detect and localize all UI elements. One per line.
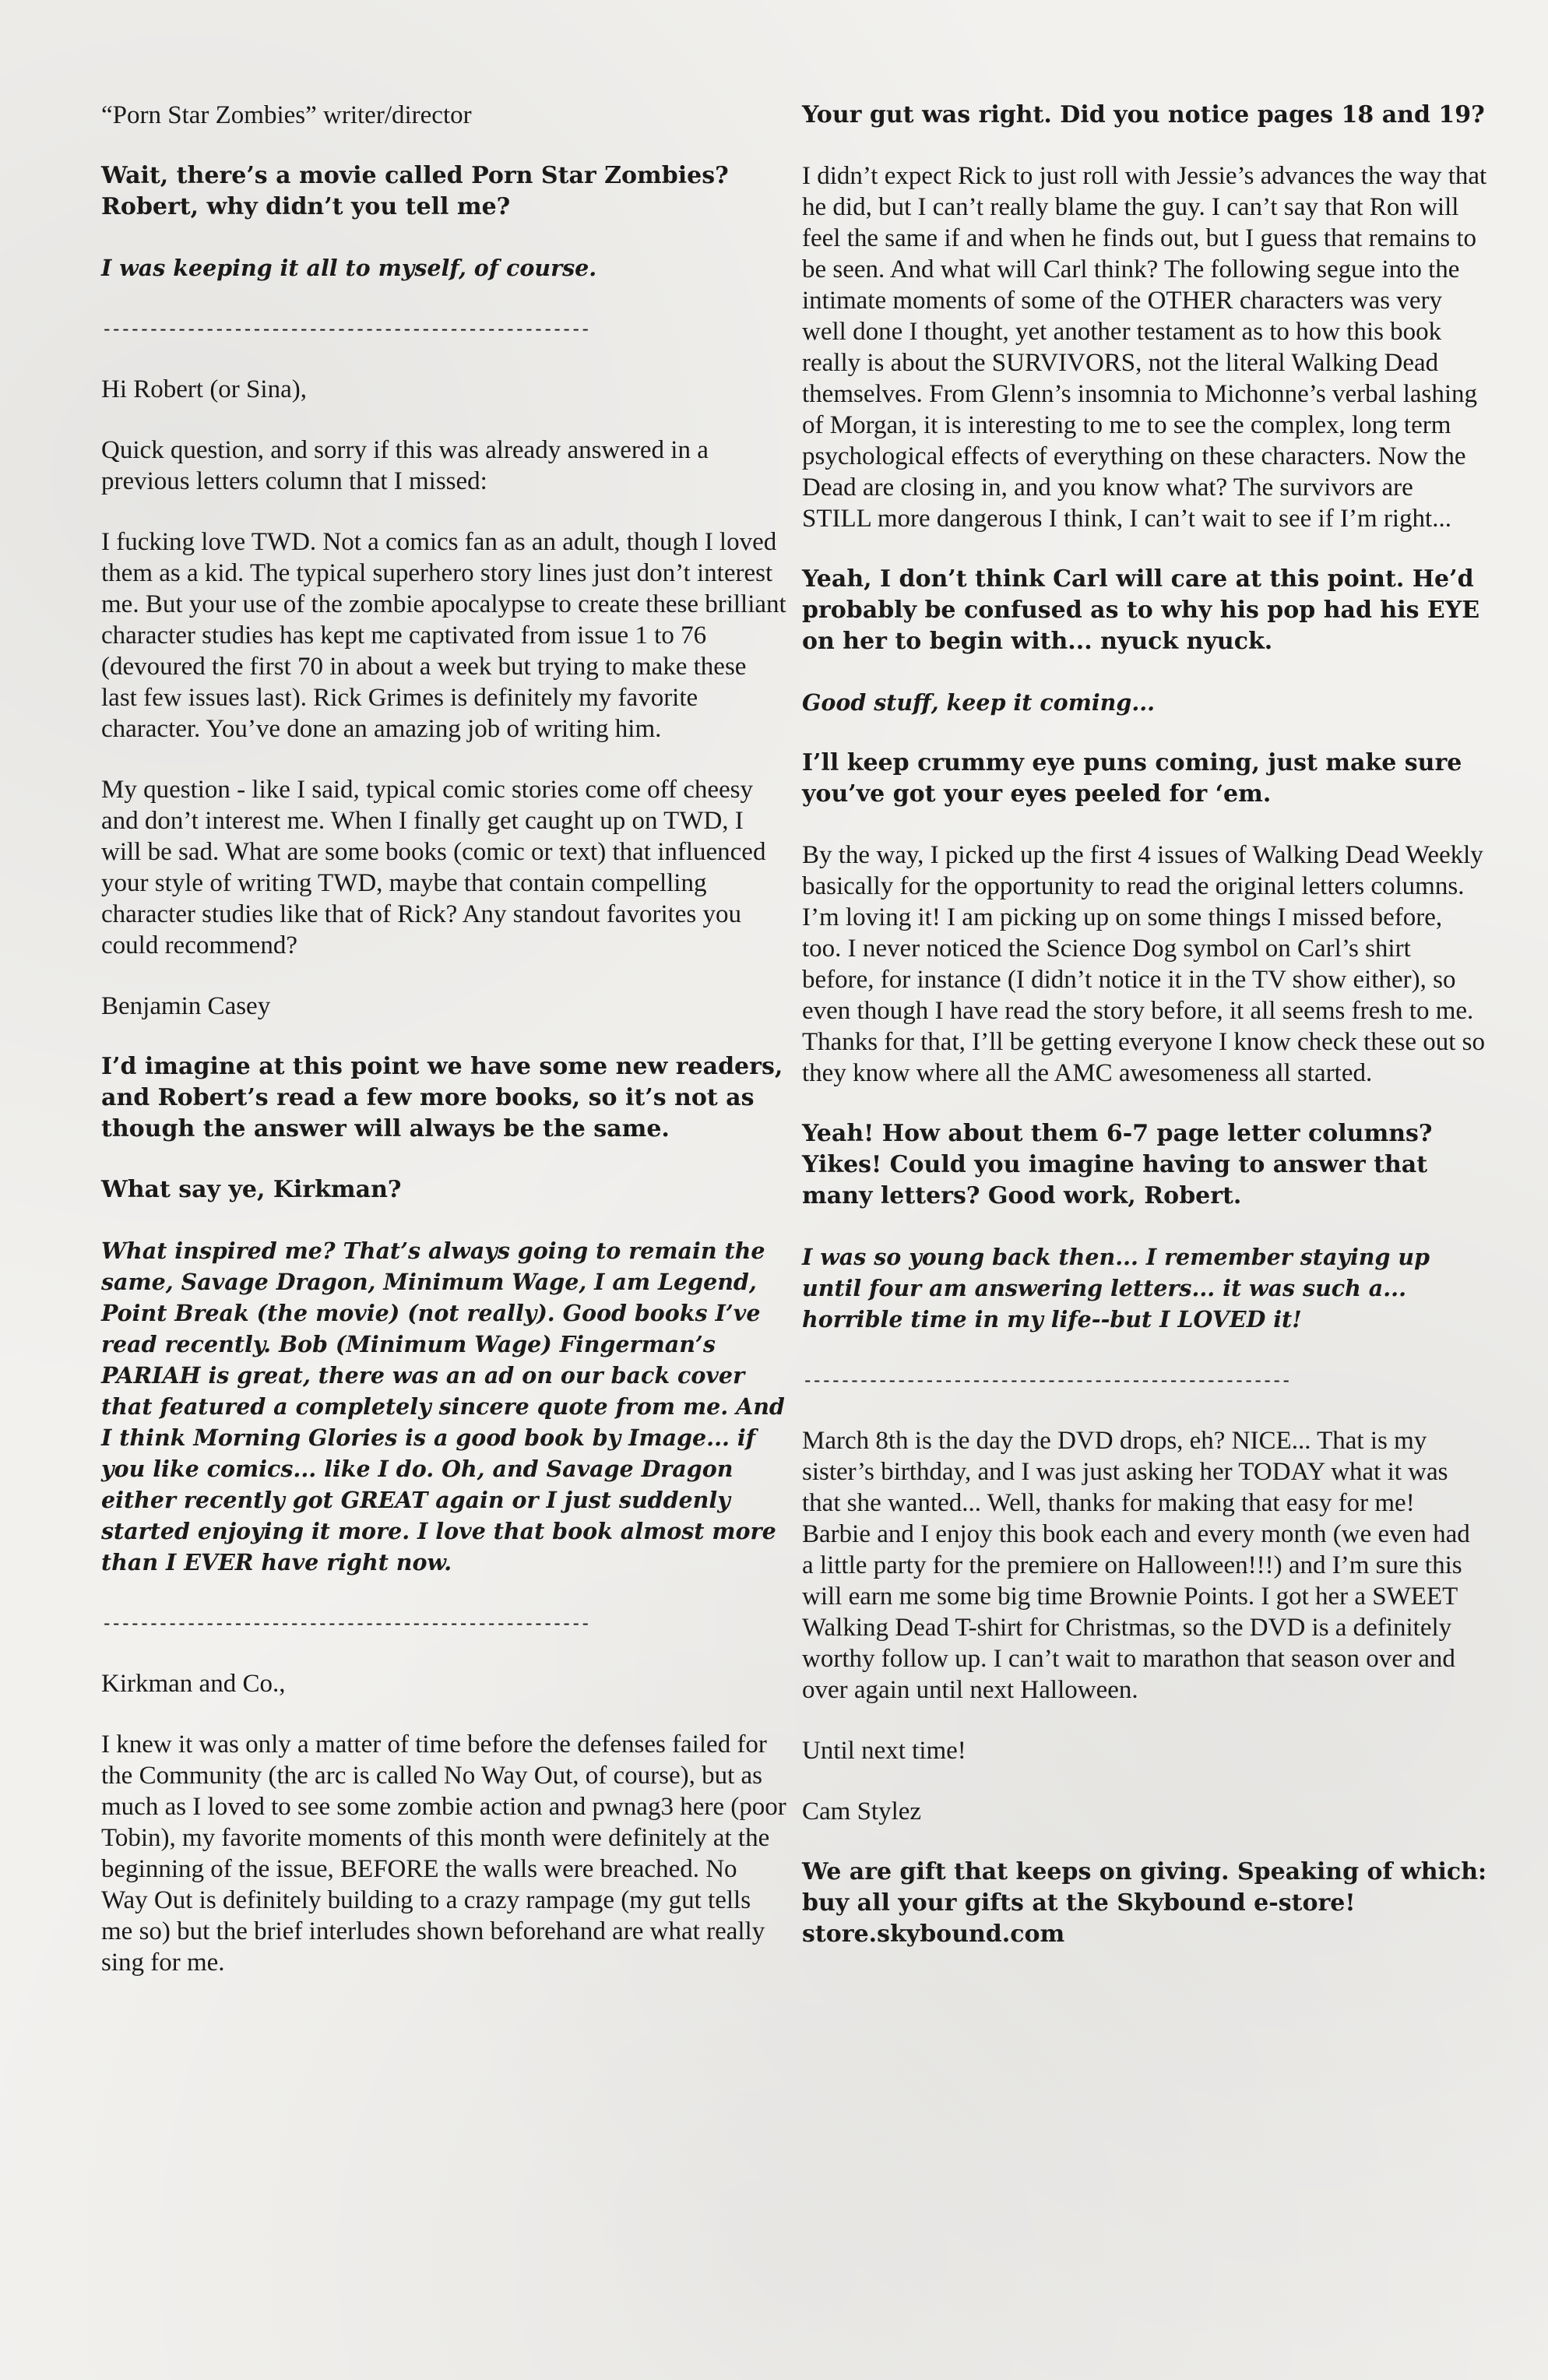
editor-response: What say ye, Kirkman? [101,1176,402,1203]
kirkman-response: What inspired me? That’s always going to remain the same, Savage Dragon, Minimum Wage, I am Legend, Point Break (the movie) (not really). Good books I’ve read recently. Bob (Minimum Wage) Fingerman’s PARIAH is great, there was an ad on our back cover that featured a completely sincere quote from me. And I think Morning Glories is a good book by Image... if you like comics... like I do. Oh, and Savage Dragon either recently got GREAT again or I just suddenly started enjoying it more. I love that book almost more than I EVER have right now. [101,1238,785,1576]
section-divider: ---------------------------------------------------- [101,1612,589,1634]
letter-paragraph: My question - like I said, typical comic stories come off cheesy and don’t interest me. When I finally get caught up on TWD, I will be sad. What are some books (comic or text) that influenced your style of writing TWD, maybe that contain compelling character studies like that of Rick? Any standout favorites you could recommend? [101,776,766,959]
letter-paragraph: I fucking love TWD. Not a comics fan as an adult, though I loved them as a kid. The typical superhero story lines just don’t interest me. But your use of the zombie apocalypse to create these brilliant character studies has kept me captivated from issue 1 to 76 (devoured the first 70 in about a week but trying to make these last few issues last). Rick Grimes is definitely my favorite character. You’ve done an amazing job of writing him. [101,528,786,743]
letter-paragraph: Benjamin Casey [101,992,271,1020]
editor-response: Yeah! How about them 6-7 page letter columns? Yikes! Could you imagine having to answer that many letters? Good work, Robert. [802,1120,1433,1209]
editor-response: I’ll keep crummy eye puns coming, just make sure you’ve got your eyes peeled for ‘em. [802,749,1462,808]
kirkman-response: I was so young back then... I remember staying up until four am answering letters... it was such a... horrible time in my life--but I LOVED it! [802,1244,1430,1333]
letter-paragraph: Quick question, and sorry if this was already answered in a previous letters column that I missed: [101,436,709,495]
kirkman-response: Good stuff, keep it coming... [802,689,1156,716]
letter-paragraph: Hi Robert (or Sina), [101,375,307,403]
section-divider: ---------------------------------------------------- [802,1369,1290,1391]
letter-paragraph: Cam Stylez [802,1797,922,1825]
section-divider: ---------------------------------------------------- [101,318,589,340]
editor-response: Wait, there’s a movie called Porn Star Zombies? Robert, why didn’t you tell me? [101,162,729,220]
editor-response: Your gut was right. Did you notice pages 18 and 19? [802,101,1485,129]
letter-paragraph: I knew it was only a matter of time before the defenses failed for the Community (the arc is called No Way Out, of course), but as much as I loved to see some zombie action and pwnag3 here (poor Tobin), my favorite moments of this month were definitely at the beginning of the issue, BEFORE the walls were breached. No Way Out is definitely building to a crazy rampage (my gut tells me so) but the brief interludes shown beforehand are what really sing for me. [101,1730,786,1977]
kirkman-response: I was keeping it all to myself, of course. [101,255,597,281]
editor-response: Yeah, I don’t think Carl will care at this point. He’d probably be confused as to why his pop had his EYE on her to begin with... nyuck nyuck. [802,565,1480,655]
letter-paragraph: March 8th is the day the DVD drops, eh? NICE... That is my sister’s birthday, and I was just asking her TODAY what it was that she wanted... Well, thanks for making that easy for me! Barbie and I enjoy this book each and every month (we even had a little party for the premiere on Halloween!!!) and I’m sure this will earn me some big time Brownie Points. I got her a SWEET Walking Dead T-shirt for Christmas, so the DVD is a definitely worthy follow up. I can’t wait to marathon that season over and over again until next Halloween. [802,1427,1470,1704]
letter-paragraph: I didn’t expect Rick to just roll with Jessie’s advances the way that he did, but I can’t really blame the guy. I can’t say that Ron will feel the same if and when he finds out, but I guess that remains to be seen. And what will Carl think? The following segue into the intimate moments of some of the OTHER characters was very well done I thought, yet another testament as to how this book really is about the SURVIVORS, not the literal Walking Dead themselves. From Glenn’s insomnia to Michonne’s verbal lashing of Morgan, it is interesting to me to see the complex, long term psychological effects of everything on these characters. Now the Dead are closing in, and you know what? The survivors are STILL more dangerous I think, I can’t wait to see if I’m right... [802,162,1487,533]
letter-paragraph: By the way, I picked up the first 4 issues of Walking Dead Weekly basically for the opportunity to read the original letters columns. I’m loving it! I am picking up on some things I missed before, too. I never noticed the Science Dog symbol on Carl’s shirt before, for instance (I didn’t notice it in the TV show either), so even though I have read the story before, it all seems fresh to me. Thanks for that, I’ll be getting everyone I know check these out so they know where all the AMC awesomeness all started. [802,841,1485,1087]
left-column [101,100,786,2008]
right-column [802,100,1487,1980]
letter-paragraph: “Porn Star Zombies” writer/director [101,101,472,129]
letter-paragraph: Kirkman and Co., [101,1670,286,1698]
editor-response: We are gift that keeps on giving. Speaking of which: buy all your gifts at the Skybound e-store! store.skybound.com [802,1858,1487,1948]
editor-response: I’d imagine at this point we have some new readers, and Robert’s read a few more books, so it’s not as though the answer will always be the same. [101,1053,783,1142]
letter-paragraph: Until next time! [802,1737,966,1765]
